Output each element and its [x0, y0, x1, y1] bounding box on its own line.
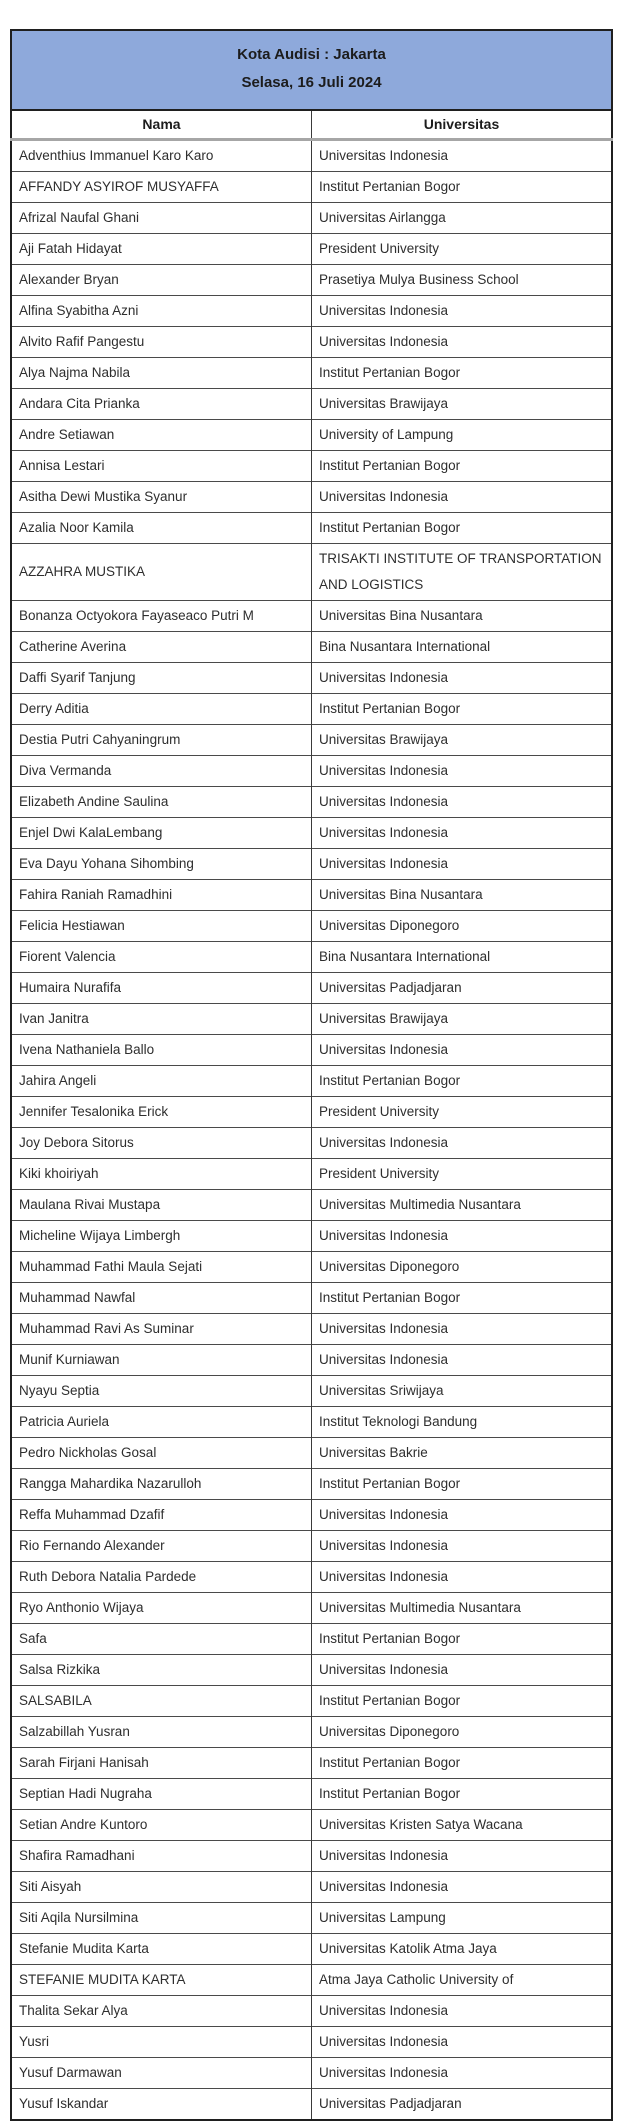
table-row — [11, 1344, 612, 1375]
table-row — [11, 1251, 612, 1282]
name-cell: Ryo Anthonio Wijaya — [11, 1592, 312, 1623]
university-cell: Universitas Diponegoro — [312, 1716, 613, 1747]
name-cell: AFFANDY ASYIROF MUSYAFFA — [11, 171, 312, 202]
name-cell: Aji Fatah Hidayat — [11, 233, 312, 264]
name-cell: Jennifer Tesalonika Erick — [11, 1096, 312, 1127]
university-cell: Universitas Padjadjaran — [312, 2088, 613, 2120]
name-cell: Pedro Nickholas Gosal — [11, 1437, 312, 1468]
table-row — [11, 817, 612, 848]
table-row — [11, 450, 612, 481]
table-row — [11, 1840, 612, 1871]
university-cell: Institut Pertanian Bogor — [312, 1623, 613, 1654]
university-cell: Institut Pertanian Bogor — [312, 693, 613, 724]
name-cell: AZZAHRA MUSTIKA — [11, 543, 312, 600]
university-cell: Institut Pertanian Bogor — [312, 1065, 613, 1096]
table-row — [11, 233, 612, 264]
name-cell: Munif Kurniawan — [11, 1344, 312, 1375]
name-cell: Nyayu Septia — [11, 1375, 312, 1406]
university-cell: Universitas Padjadjaran — [312, 972, 613, 1003]
audition-date: Selasa, 16 Juli 2024 — [241, 74, 382, 91]
name-cell: Reffa Muhammad Dzafif — [11, 1499, 312, 1530]
name-cell: Andara Cita Prianka — [11, 388, 312, 419]
university-cell: Universitas Indonesia — [312, 848, 613, 879]
name-cell: Rangga Mahardika Nazarulloh — [11, 1468, 312, 1499]
name-cell: Rio Fernando Alexander — [11, 1530, 312, 1561]
name-cell: Diva Vermanda — [11, 755, 312, 786]
name-cell: Andre Setiawan — [11, 419, 312, 450]
name-cell: Setian Andre Kuntoro — [11, 1809, 312, 1840]
university-cell: Universitas Multimedia Nusantara — [312, 1189, 613, 1220]
table-row — [11, 1747, 612, 1778]
table-row — [11, 171, 612, 202]
table-row — [11, 631, 612, 662]
university-cell: Universitas Indonesia — [312, 139, 613, 171]
table-row — [11, 1654, 612, 1685]
table-row — [11, 1220, 612, 1251]
table-row — [11, 1406, 612, 1437]
name-cell: Alexander Bryan — [11, 264, 312, 295]
name-cell: Bonanza Octyokora Fayaseaco Putri M — [11, 600, 312, 631]
column-header-nama: Nama — [11, 110, 312, 139]
table-row — [11, 1003, 612, 1034]
university-cell: Universitas Katolik Atma Jaya — [312, 1933, 613, 1964]
table-row — [11, 2088, 612, 2120]
table-row — [11, 1778, 612, 1809]
name-cell: Daffi Syarif Tanjung — [11, 662, 312, 693]
table-banner — [11, 30, 612, 110]
name-cell: Destia Putri Cahyaningrum — [11, 724, 312, 755]
table-row — [11, 1933, 612, 1964]
name-cell: Salzabillah Yusran — [11, 1716, 312, 1747]
name-cell: Yusuf Iskandar — [11, 2088, 312, 2120]
name-cell: STEFANIE MUDITA KARTA — [11, 1964, 312, 1995]
table-row — [11, 1127, 612, 1158]
table-row — [11, 910, 612, 941]
table-row — [11, 1034, 612, 1065]
name-cell: Adventhius Immanuel Karo Karo — [19, 147, 214, 163]
university-cell: Universitas Diponegoro — [312, 910, 613, 941]
table-row — [11, 1561, 612, 1592]
table-row — [11, 848, 612, 879]
name-cell: Yusri — [11, 2026, 312, 2057]
university-cell: Atma Jaya Catholic University of — [312, 1964, 613, 1995]
name-cell: Siti Aqila Nursilmina — [11, 1902, 312, 1933]
table-row — [11, 1809, 612, 1840]
university-cell: Institut Pertanian Bogor — [312, 1778, 613, 1809]
university-cell: Universitas Indonesia — [312, 1995, 613, 2026]
university-cell: Universitas Indonesia — [312, 1220, 613, 1251]
name-cell: Azalia Noor Kamila — [11, 512, 312, 543]
university-cell: Universitas Indonesia — [312, 662, 613, 693]
name-cell: Alya Najma Nabila — [11, 357, 312, 388]
name-cell: Muhammad Nawfal — [11, 1282, 312, 1313]
name-cell: Sarah Firjani Hanisah — [11, 1747, 312, 1778]
university-cell: Universitas Indonesia — [312, 786, 613, 817]
table-row — [11, 972, 612, 1003]
name-cell: Maulana Rivai Mustapa — [11, 1189, 312, 1220]
name-cell: Catherine Averina — [11, 631, 312, 662]
university-cell: Institut Teknologi Bandung — [312, 1406, 613, 1437]
name-cell: Afrizal Naufal Ghani — [11, 202, 312, 233]
university-cell: President University — [312, 1096, 613, 1127]
name-cell: Fiorent Valencia — [11, 941, 312, 972]
table-row — [11, 693, 612, 724]
university-cell: Institut Pertanian Bogor — [312, 1468, 613, 1499]
table-row — [11, 600, 612, 631]
table-row — [11, 1623, 612, 1654]
university-cell: Institut Pertanian Bogor — [312, 171, 613, 202]
university-cell: Universitas Indonesia — [312, 1654, 613, 1685]
table-row — [11, 1964, 612, 1995]
table-row — [11, 1902, 612, 1933]
university-cell: Universitas Bina Nusantara — [312, 879, 613, 910]
university-cell: Universitas Indonesia — [312, 1034, 613, 1065]
name-cell: Septian Hadi Nugraha — [11, 1778, 312, 1809]
university-cell: Institut Pertanian Bogor — [312, 1282, 613, 1313]
table-row — [11, 1313, 612, 1344]
university-cell: Universitas Indonesia — [312, 817, 613, 848]
table-row — [11, 1065, 612, 1096]
table-row — [11, 326, 612, 357]
table-row — [11, 662, 612, 693]
table-row — [11, 419, 612, 450]
table-row — [11, 786, 612, 817]
table-row — [11, 1592, 612, 1623]
name-cell: Yusuf Darmawan — [11, 2057, 312, 2088]
table-row — [11, 724, 612, 755]
university-cell: Universitas Indonesia — [312, 1499, 613, 1530]
university-cell: Universitas Indonesia — [312, 1127, 613, 1158]
name-cell: Stefanie Mudita Karta — [11, 1933, 312, 1964]
university-cell: Universitas Lampung — [312, 1902, 613, 1933]
name-cell: Alvito Rafif Pangestu — [11, 326, 312, 357]
university-cell: Universitas Indonesia — [312, 481, 613, 512]
table-row — [11, 1158, 612, 1189]
name-cell: Annisa Lestari — [11, 450, 312, 481]
table-row — [11, 481, 612, 512]
table-row — [11, 1375, 612, 1406]
name-cell: Fahira Raniah Ramadhini — [11, 879, 312, 910]
audition-participant-table — [10, 29, 613, 2121]
name-cell: Joy Debora Sitorus — [11, 1127, 312, 1158]
table-row — [11, 1995, 612, 2026]
university-cell: Universitas Diponegoro — [312, 1251, 613, 1282]
university-cell: Institut Pertanian Bogor — [312, 1747, 613, 1778]
name-cell: Kiki khoiriyah — [11, 1158, 312, 1189]
university-cell: Universitas Brawijaya — [312, 388, 613, 419]
column-header-universitas: Universitas — [312, 110, 613, 139]
banner-row — [11, 30, 612, 110]
university-cell: Universitas Indonesia — [312, 1561, 613, 1592]
university-cell: Universitas Bina Nusantara — [312, 600, 613, 631]
table-row — [11, 139, 612, 171]
university-cell: Universitas Indonesia — [312, 1530, 613, 1561]
table-row — [11, 1189, 612, 1220]
university-cell: Prasetiya Mulya Business School — [312, 264, 613, 295]
university-cell: Universitas Brawijaya — [312, 1003, 613, 1034]
table-row — [11, 879, 612, 910]
table-row — [11, 512, 612, 543]
university-cell: Institut Pertanian Bogor — [312, 1685, 613, 1716]
table-row — [11, 1282, 612, 1313]
table-row — [11, 543, 612, 600]
name-cell: Siti Aisyah — [11, 1871, 312, 1902]
university-cell: Universitas Brawijaya — [312, 724, 613, 755]
audition-city-title: Kota Audisi : Jakarta — [237, 46, 386, 63]
table-row — [11, 1685, 612, 1716]
university-cell: Bina Nusantara International — [312, 631, 613, 662]
name-cell: Enjel Dwi KalaLembang — [11, 817, 312, 848]
name-cell: Felicia Hestiawan — [11, 910, 312, 941]
university-cell: Universitas Indonesia — [312, 295, 613, 326]
table-row — [11, 1499, 612, 1530]
table-body — [11, 139, 612, 2120]
university-cell: Universitas Kristen Satya Wacana — [312, 1809, 613, 1840]
university-cell: Institut Pertanian Bogor — [312, 512, 613, 543]
name-cell: Alfina Syabitha Azni — [11, 295, 312, 326]
name-cell: Shafira Ramadhani — [11, 1840, 312, 1871]
university-cell: Universitas Indonesia — [312, 2057, 613, 2088]
university-cell: Institut Pertanian Bogor — [312, 357, 613, 388]
university-cell: Bina Nusantara International — [312, 941, 613, 972]
name-cell: Salsa Rizkika — [11, 1654, 312, 1685]
university-cell: President University — [312, 233, 613, 264]
name-cell: Elizabeth Andine Saulina — [11, 786, 312, 817]
table-row — [11, 202, 612, 233]
name-cell: Eva Dayu Yohana Sihombing — [11, 848, 312, 879]
university-cell: Universitas Indonesia — [312, 755, 613, 786]
university-cell: Universitas Indonesia — [312, 1313, 613, 1344]
table-row — [11, 941, 612, 972]
name-cell: Derry Aditia — [11, 693, 312, 724]
university-cell: President University — [312, 1158, 613, 1189]
university-cell: Universitas Airlangga — [312, 202, 613, 233]
name-cell: Micheline Wijaya Limbergh — [11, 1220, 312, 1251]
table-row — [11, 1437, 612, 1468]
table-row — [11, 1468, 612, 1499]
name-cell: Muhammad Fathi Maula Sejati — [11, 1251, 312, 1282]
table-row — [11, 295, 612, 326]
university-cell: Universitas Multimedia Nusantara — [312, 1592, 613, 1623]
table-row — [11, 1871, 612, 1902]
name-cell: Safa — [11, 1623, 312, 1654]
name-cell: Ivena Nathaniela Ballo — [11, 1034, 312, 1065]
university-cell: Universitas Sriwijaya — [312, 1375, 613, 1406]
table-row — [11, 264, 612, 295]
name-cell: Humaira Nurafifa — [11, 972, 312, 1003]
column-header-row — [11, 110, 612, 139]
university-cell: Institut Pertanian Bogor — [312, 450, 613, 481]
name-cell: Ivan Janitra — [11, 1003, 312, 1034]
table-row — [11, 2057, 612, 2088]
name-cell: Patricia Auriela — [11, 1406, 312, 1437]
table-row — [11, 388, 612, 419]
name-cell: Ruth Debora Natalia Pardede — [11, 1561, 312, 1592]
table-row — [11, 2026, 612, 2057]
university-cell: University of Lampung — [312, 419, 613, 450]
university-cell: Universitas Indonesia — [312, 2026, 613, 2057]
university-cell: TRISAKTI INSTITUTE OF TRANSPORTATION AND LOGISTICS — [312, 543, 613, 600]
name-cell: Asitha Dewi Mustika Syanur — [11, 481, 312, 512]
university-cell: Universitas Indonesia — [312, 326, 613, 357]
table-row — [11, 1096, 612, 1127]
university-cell: Universitas Indonesia — [312, 1871, 613, 1902]
table-row — [11, 1716, 612, 1747]
name-cell: SALSABILA — [11, 1685, 312, 1716]
name-cell: Muhammad Ravi As Suminar — [11, 1313, 312, 1344]
table-row — [11, 755, 612, 786]
university-cell: Universitas Bakrie — [312, 1437, 613, 1468]
name-cell: Thalita Sekar Alya — [11, 1995, 312, 2026]
name-cell: Jahira Angeli — [11, 1065, 312, 1096]
university-cell: Universitas Indonesia — [312, 1840, 613, 1871]
table-row — [11, 357, 612, 388]
university-cell: Universitas Indonesia — [312, 1344, 613, 1375]
table-row — [11, 1530, 612, 1561]
